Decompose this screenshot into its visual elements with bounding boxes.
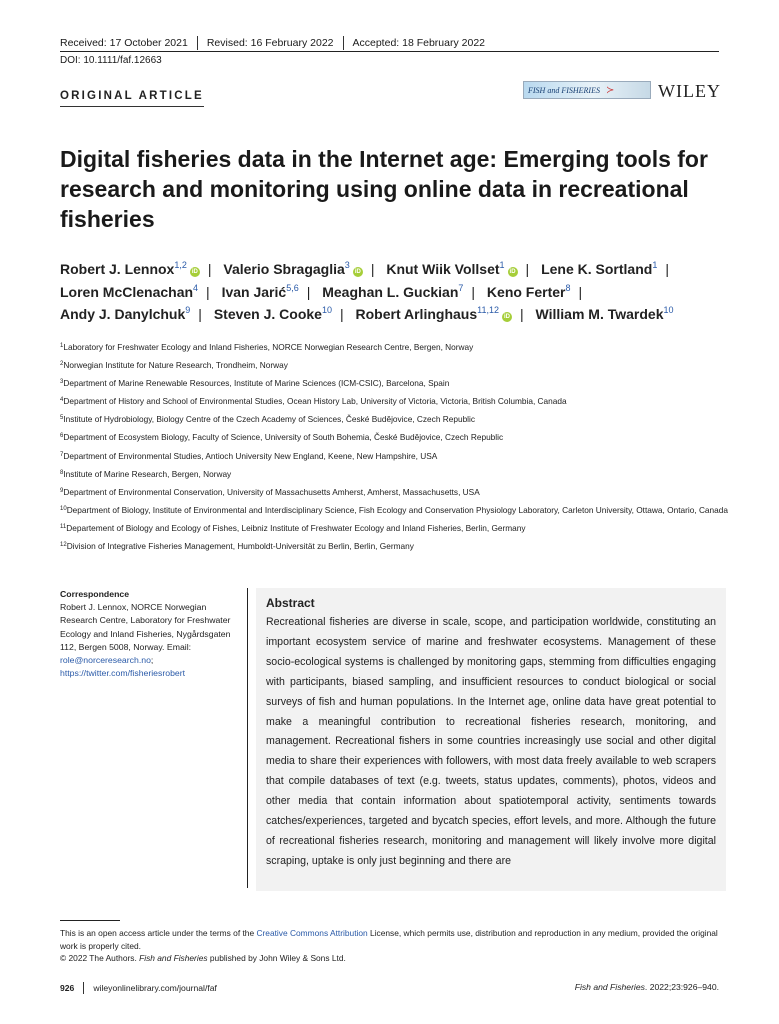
author-affiliation-ref[interactable]: 10 [321,305,332,315]
affiliation-text: Departement of Biology and Ecology of Fishes, Leibniz Institute of Freshwater Ecology and Inland Fisheries, Berlin, Germany [66,522,526,533]
author-list [60,258,740,326]
affiliation-text: Department of Environmental Studies, Antioch University New England, Keene, New Hampshire, USA [63,450,438,461]
author-name[interactable] [322,284,463,300]
affiliation [60,451,730,462]
publisher-logo: WILEY [658,81,721,101]
copyright-suffix: published by John Wiley & Sons Ltd. [207,953,346,963]
affiliation-number: 4 [60,397,64,404]
affiliation [60,396,730,407]
footnote-rule [60,920,120,921]
author-name-text: Loren McClenachan [60,283,194,300]
author-name[interactable] [356,306,512,322]
author-name[interactable] [223,261,362,277]
author-name[interactable] [541,261,657,277]
affiliation-text: Norwegian Institute for Nature Research, Trondheim, Norway [63,360,288,371]
page-number: 926 [60,983,75,993]
affiliation-text: Institute of Hydrobiology, Biology Centre of the Czech Academy of Sciences, České Budějovice, Czech Republic [63,414,476,425]
author-name[interactable] [60,261,200,277]
revised-date: Revised: 16 February 2022 [206,37,334,49]
article-type: ORIGINAL ARTICLE [60,90,204,102]
affiliation-number: 10 [60,505,67,512]
author-name-text: Robert Arlinghaus [355,306,478,322]
author-name[interactable] [536,306,674,322]
cc-license-link[interactable]: Creative Commons Attribution [256,928,368,938]
affiliation [60,414,730,425]
correspondence [60,588,240,680]
author-name[interactable] [60,306,190,322]
affiliation-number: 9 [60,487,64,494]
affiliation-number: 6 [60,433,64,440]
affiliation [60,541,730,552]
license-text: This is an open access article under the terms of the [60,928,257,938]
copyright-prefix: © 2022 The Authors. [60,953,140,963]
article-dates [60,36,485,50]
author-separator: | [206,283,210,300]
affiliation-number: 2 [60,361,64,368]
page-footer [60,982,719,994]
article-title: Digital fisheries data in the Internet age: Emerging tools for research and monitoring using online data in recreational fisheries [60,146,708,232]
abstract-text: Recreational fisheries are diverse in scale, scope, and participation worldwide, constituting an important ecosystem service of marine and freshwater ecosystems. Management of these socio-ecological systems is challenged by monitoring gaps, stemming from difficulties engaging with participants, biased sampling, and insufficient resources to conduct biological or social surveys of fish and human populations. In the Internet age, online data have great potential to make a meaningful contribution to recreational fisheries research, monitoring, and management. Recreational fishers in some countries increasingly use social and other digital media to share their experiences with followers, with most data freely available to web scrapers that compile databases of text (e.g. tweets, status updates, comments), photos, videos and other media that contain information about spatiotemporal activity, sentiments towards catches/experiences, targeted and bycatch species, effort levels, and more. Although the future of recreational fisheries research, monitoring and management will likely involve more digital scraping, uptake is only just beginning and there are [266,616,716,867]
author-affiliation-ref[interactable]: 4 [193,282,199,293]
affiliation-number: 1 [60,343,64,349]
affiliation-text: Department of Environmental Conservation, University of Massachusetts Amherst, Amherst, Massachusetts, USA [63,486,480,497]
article-type-underline [60,106,204,107]
correspondence-address: Robert J. Lennox, NORCE Norwegian Research Centre, Laboratory for Freshwater Ecology and Inland Fisheries, Nygårdsgaten 112, Bergen 5008, Norway. [60,602,231,652]
author-separator: | [339,306,344,322]
author-name[interactable] [60,284,198,300]
affiliation-number: 11 [60,523,67,530]
orcid-icon[interactable]: iD [354,269,361,275]
author-name[interactable] [222,284,299,300]
author-name-text: Lene K. Sortland [541,261,653,277]
affiliation-text: Institute of Marine Research, Bergen, Norway [63,468,232,479]
author-affiliation-ref[interactable]: 9 [185,305,191,315]
author-affiliation-ref[interactable]: 5,6 [286,282,299,293]
author-name-text: Steven J. Cooke [213,306,322,322]
abstract-box [256,588,726,891]
author-affiliation-ref[interactable]: 10 [663,305,674,315]
author-name-text: Meaghan L. Guckian [322,283,459,300]
author-name[interactable] [487,284,571,300]
author-name-text: William M. Twardek [535,306,664,322]
author-name-text: Ivan Jarić [221,283,287,300]
affiliation-number: 5 [60,415,64,422]
author-separator: | [519,306,524,322]
received-date: Received: 17 October 2021 [60,37,188,49]
fish-icon: ≻ [605,84,615,96]
orcid-icon[interactable]: iD [503,314,510,320]
author-affiliation-ref[interactable]: 1,2 [174,260,187,270]
header-rule [60,51,719,52]
copyright-journal: Fish and Fisheries [139,953,208,963]
author-separator: | [471,283,476,300]
author-name[interactable] [386,261,517,277]
date-divider [343,36,344,50]
affiliation [60,523,730,534]
author-separator: | [525,261,530,277]
orcid-icon[interactable]: iD [191,269,198,275]
author-separator: | [306,283,311,300]
journal-badge-label: FISH and FISHERIES [528,85,600,95]
affiliation-text: Division of Integrative Fisheries Management, Humboldt-Universität zu Berlin, Berlin, Germany [66,541,414,552]
link-separator: ; [150,655,154,666]
author-affiliation-ref[interactable]: 8 [565,282,571,293]
author-name-text: Andy J. Danylchuk [60,306,186,322]
affiliation [60,505,730,516]
author-name-text: Robert J. Lennox [60,261,175,277]
column-divider [247,588,248,888]
citation-details: . 2022;23:926–940. [644,982,719,992]
affiliation [60,487,730,498]
affiliation-text: Laboratory for Freshwater Ecology and Inland Fisheries, NORCE Norwegian Research Centre, Bergen, Norway [63,342,474,352]
email-label: Email: [166,641,192,652]
affiliation-list [60,342,730,559]
affiliation-number: 3 [60,379,64,386]
abstract-heading: Abstract [266,596,315,610]
author-name-text: Valerio Sbragaglia [223,261,345,277]
footer-divider [83,982,84,994]
affiliation [60,469,730,480]
affiliation-number: 7 [60,451,64,458]
accepted-date: Accepted: 18 February 2022 [352,37,486,49]
affiliation-number: 12 [60,542,67,549]
twitter-link[interactable]: https://twitter.com/fisheriesrobert [60,668,186,679]
author-name-text: Knut Wiik Vollset [386,261,500,277]
author-separator: | [198,306,202,322]
correspondence-label: Correspondence [60,589,130,599]
orcid-icon[interactable]: iD [509,269,516,275]
affiliation-number: 8 [60,469,64,476]
author-separator: | [665,261,669,277]
date-divider [197,36,198,50]
affiliation [60,378,730,389]
email-link[interactable]: role@norceresearch.no [60,655,151,666]
journal-badge [523,81,651,99]
affiliation [60,360,730,371]
author-separator: | [370,261,375,277]
license-text-cont: License, which permits use, distribution and reproduction in any medium, provided the original work is properly cited. [60,928,718,951]
author-affiliation-ref[interactable]: 1 [499,260,505,270]
author-name-text: Keno Ferter [486,283,566,300]
author-name[interactable] [214,306,332,322]
author-affiliation-ref[interactable]: 7 [458,282,464,293]
affiliation-text: Department of History and School of Environmental Studies, Ocean History Lab, University of Victoria, Victoria, British Columbia, Canada [63,396,567,407]
author-affiliation-ref[interactable]: 3 [344,260,350,270]
author-separator: | [578,283,583,300]
journal-url[interactable]: wileyonlinelibrary.com/journal/faf [93,983,217,993]
license-note [60,927,725,965]
affiliation-text: Department of Ecosystem Biology, Faculty of Science, University of South Bohemia, České Budějovice, Czech Republic [63,432,504,443]
citation-journal: Fish and Fisheries [574,982,645,992]
author-affiliation-ref[interactable]: 11,12 [477,305,499,315]
author-affiliation-ref[interactable]: 1 [652,260,658,270]
affiliation-text: Department of Marine Renewable Resources, Institute of Marine Sciences (ICM-CSIC), Barcelona, Spain [63,378,450,389]
affiliation-text: Department of Biology, Institute of Environmental and Interdisciplinary Science, Fish Ecology and Conservation Physiology Laboratory, Carleton University, Ottawa, Ontario, Canada [66,504,729,515]
affiliation [60,432,730,443]
affiliation [60,342,730,353]
author-separator: | [207,261,212,277]
doi[interactable]: DOI: 10.1111/faf.12663 [60,55,162,66]
